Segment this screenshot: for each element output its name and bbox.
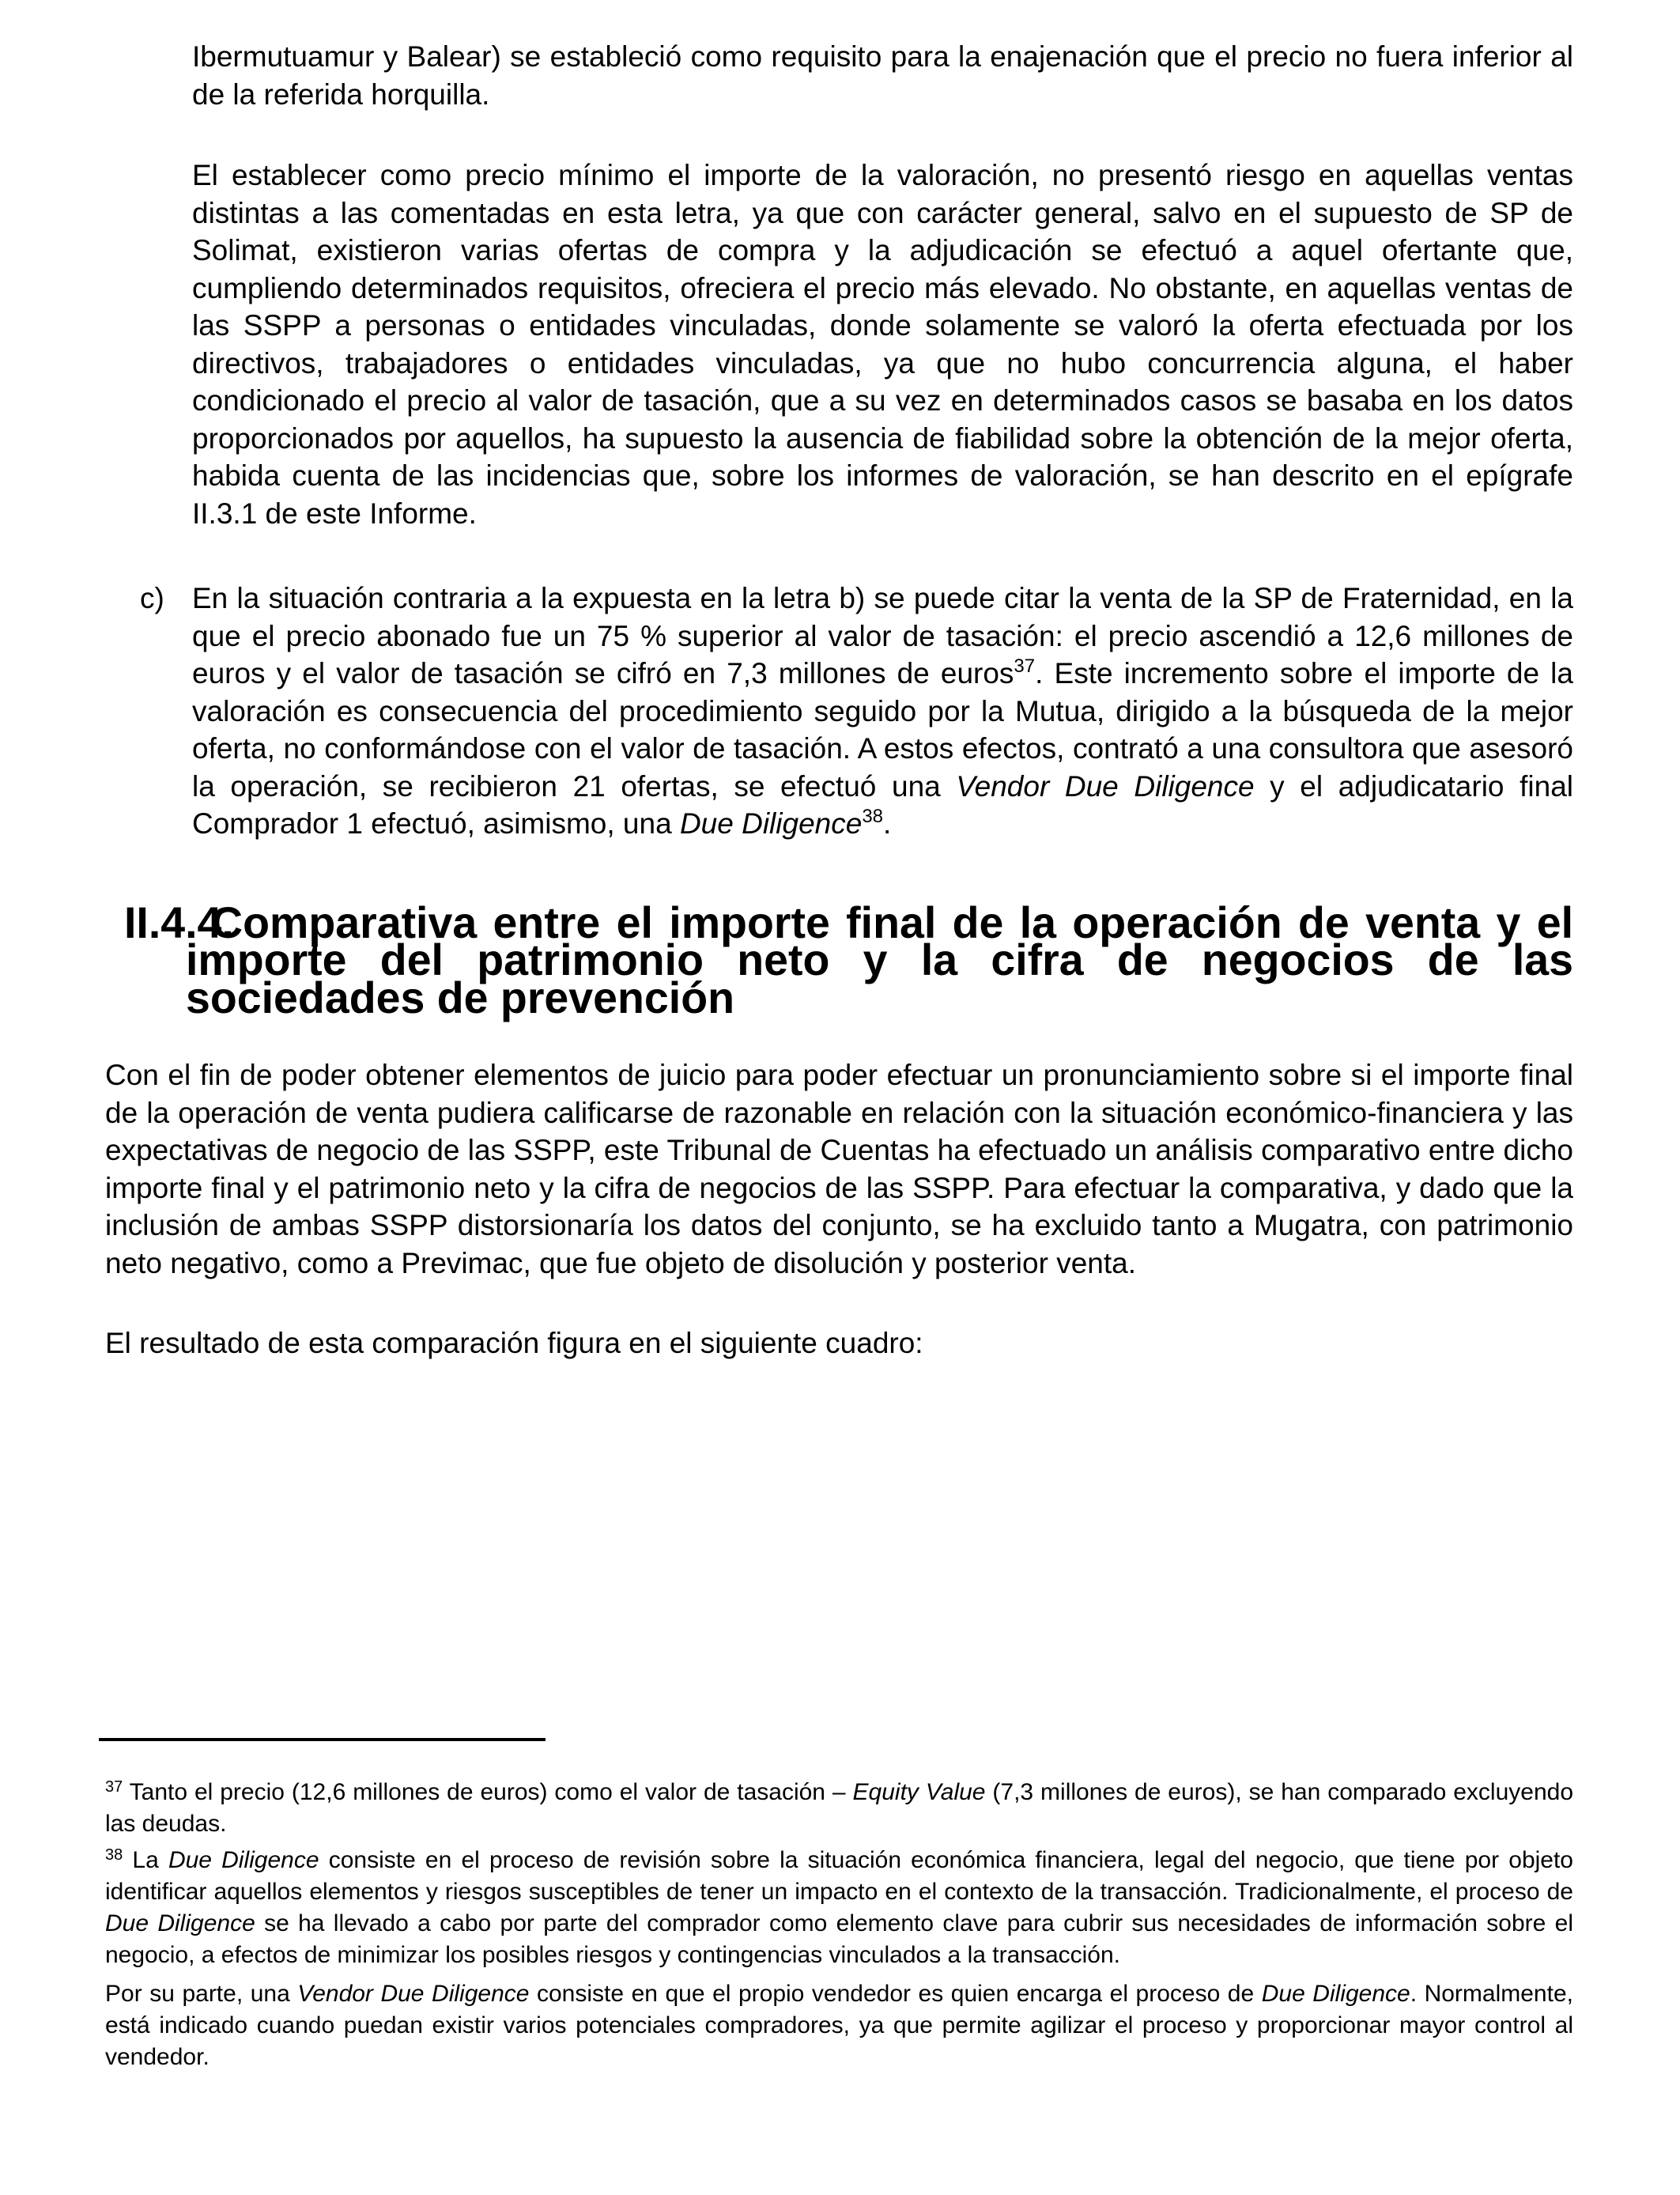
section-heading xyxy=(124,897,1573,1022)
footnote-38-due-diligence-1: Due Diligence xyxy=(168,1846,319,1873)
footnote-38 xyxy=(105,1845,1573,1971)
paragraph-el-establecer: El establecer como precio mínimo el importe de la valoración, no presentó riesgo en aquellas ventas distintas a las comentadas en esta letra, ya que con carácter general, salvo en el supuesto de SP de Solimat, existieron varias ofertas de compra y la adjudicación se efectuó a aquel ofertante que, cumpliendo determinados requisitos, ofreciera el precio más elevado. No obstante, en aquellas ventas de las SSPP a personas o entidades vinculadas, donde solamente se valoró la oferta efectuada por los directivos, trabajadores o entidades vinculadas, ya que no hubo concurrencia alguna, el haber condicionado el precio al valor de tasación, que a su vez en determinados casos se basaba en los datos proporcionados por aquellos, ha supuesto la ausencia de fiabilidad sobre la obtención de la mejor oferta, habida cuenta de las incidencias que, sobre los informes de valoración, se han descrito en el epígrafe II.3.1 de este Informe. xyxy=(192,159,1573,530)
footnote-separator xyxy=(99,1738,546,1741)
footnote-38-continuation xyxy=(105,1978,1573,2073)
item-c-text-part-1: En la situación contraria a la expuesta en la letra b) se puede citar la venta de la SP de Fraternidad, en la que el precio abonado fue un 75 % superior al valor de tasación: el precio ascendió a 12,6 millones de euros y el valor de tasación se cifró en 7,3 millones de euros xyxy=(192,582,1573,689)
footnote-37-marker: 37 xyxy=(105,1778,123,1796)
footnote-38b-part-3: . Normalmente, está indicado cuando puedan existir varios potenciales compradores, ya que permite agilizar el proceso y proporcionar mayor control al vendedor. xyxy=(105,1980,1573,2070)
footnote-37-equity-value: Equity Value xyxy=(852,1778,986,1805)
footnote-reference-37: 37 xyxy=(1014,655,1036,677)
footnote-38-part-2: consiste en el proceso de revisión sobre la situación económica financiera, legal del negocio, que tiene por objeto identificar aquellos elementos y riesgos susceptibles de tener un impacto en el contexto de la transacción. Tradicionalmente, el proceso de xyxy=(105,1846,1573,1905)
footnote-38-part-3: se ha llevado a cabo por parte del comprador como elemento clave para cubrir sus necesidades de información sobre el negocio, a efectos de minimizar los posibles riesgos y contingencias vinculados a la transacción. xyxy=(105,1910,1573,1968)
section-heading-text: Comparativa entre el importe final de la operación de venta y el importe del patrimonio neto y la cifra de negocios de las sociedades de prevención xyxy=(186,897,1573,1022)
item-c-text-part-3: y el adjudicatario final Comprador 1 efectuó, asimismo, una xyxy=(192,769,1573,840)
list-item-c-text xyxy=(192,580,1573,843)
item-c-text-part-4: . xyxy=(883,807,892,840)
item-c-text-part-2: . Este incremento sobre el importe de la valoración es consecuencia del procedimiento seguido por la Mutua, dirigido a la búsqueda de la mejor oferta, no conformándose con el valor de tasación. A estos efectos, contrató a una consultora que asesoró la operación, se recibieron 21 ofertas, se efectuó una xyxy=(192,657,1573,803)
footnote-reference-38: 38 xyxy=(862,806,884,827)
list-item-c xyxy=(140,580,1573,843)
footnote-38b-part-2: consiste en que el propio vendedor es quien encarga el proceso de xyxy=(529,1980,1262,2007)
paragraph-ibermutuamur: Ibermutuamur y Balear) se estableció como requisito para la enajenación que el precio no fuera inferior al de la referida horquilla. xyxy=(192,40,1573,111)
item-c-due-diligence: Due Diligence xyxy=(679,807,863,840)
paragraph-con-el-fin: Con el fin de poder obtener elementos de juicio para poder efectuar un pronunciamiento sobre si el importe final de la operación de venta pudiera calificarse de razonable en relación con la situación económico-financiera y las expectativas de negocio de las SSPP, este Tribunal de Cuentas ha efectuado un análisis comparativo entre dicho importe final y el patrimonio neto y la cifra de negocios de las SSPP. Para efectuar la comparativa, y dado que la inclusión de ambas SSPP distorsionaría los datos del conjunto, se ha excluido tanto a Mugatra, con patrimonio neto negativo, como a Previmac, que fue objeto de disolución y posterior venta. xyxy=(105,1059,1573,1279)
section-heading-number: II.4.4. xyxy=(124,897,234,947)
footnote-38b-due-diligence: Due Diligence xyxy=(1261,1980,1410,2007)
footnote-37 xyxy=(105,1777,1573,1840)
footnote-38-part-1: La xyxy=(123,1846,168,1873)
footnote-38-marker: 38 xyxy=(105,1846,123,1864)
item-c-vendor-due-diligence: Vendor Due Diligence xyxy=(956,769,1255,803)
footnote-38b-vendor-due-diligence: Vendor Due Diligence xyxy=(297,1980,530,2007)
list-item-c-marker: c) xyxy=(140,582,164,614)
footnote-37-part-1: Tanto el precio (12,6 millones de euros) como el valor de tasación – xyxy=(123,1778,853,1805)
footnote-38b-part-1: Por su parte, una xyxy=(105,1980,298,2007)
footnote-38-due-diligence-2: Due Diligence xyxy=(105,1910,255,1936)
footnote-37-part-2: (7,3 millones de euros), se han comparado excluyendo las deudas. xyxy=(105,1778,1574,1837)
paragraph-el-resultado: El resultado de esta comparación figura en el siguiente cuadro: xyxy=(105,1327,923,1359)
